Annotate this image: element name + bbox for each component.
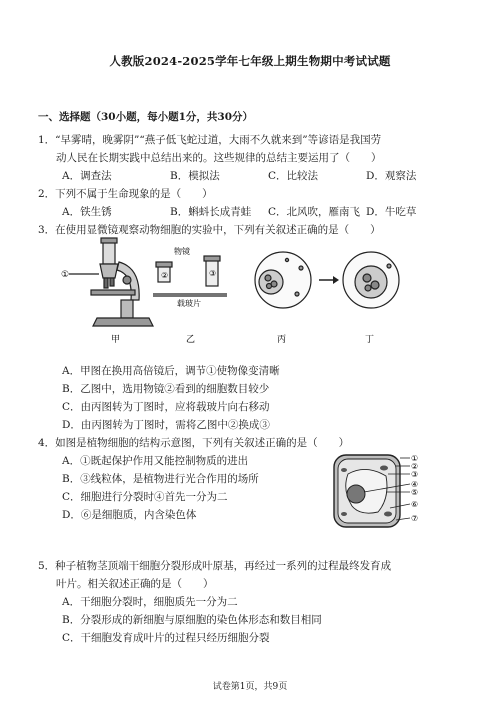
plant-cell-figure	[330, 452, 430, 532]
caption-ding: 丁	[365, 335, 375, 345]
cell-label-6: ⑥	[411, 500, 419, 509]
objective-marker-2: ②	[161, 271, 169, 280]
section-heading: 一、选择题（30小题，每小题1分，共30分）	[38, 111, 254, 123]
page-footer: 试卷第1页，共9页	[212, 682, 288, 692]
field-of-view-c	[255, 252, 311, 308]
q4-option-d: D．⑥是细胞质，内含染色体	[62, 509, 197, 521]
microscope-marker-1: ①	[61, 270, 70, 280]
q4-option-c: C．细胞进行分裂时④首先一分为二	[62, 491, 228, 503]
q4-option-b: B．③线粒体，是植物进行光合作用的场所	[62, 473, 259, 485]
q5-stem-line2: 叶片。相关叙述正确的是（ ）	[56, 578, 214, 590]
q3-option-d: D．由丙图转为丁图时，需将乙图中②换成③	[62, 419, 270, 431]
q1-option-b: B．模拟法	[170, 170, 220, 182]
cell-label-3: ③	[411, 470, 419, 479]
q3-figure	[55, 234, 455, 346]
q3-option-a: A．甲图在换用高倍镜后，调节①使物像变清晰	[62, 365, 280, 377]
cell-label-4: ④	[411, 480, 419, 489]
q2-option-c: C．北风吹，雁南飞	[268, 206, 361, 218]
q1-option-c: C．比较法	[268, 170, 319, 182]
cell-label-7: ⑦	[411, 514, 419, 523]
q2-option-d: D．牛吃草	[366, 206, 417, 218]
q5-option-c: C．干细胞发育成叶片的过程只经历细胞分裂	[62, 632, 270, 644]
label-slide: 载玻片	[177, 299, 201, 308]
exam-title: 人教版2024-2025学年七年级上期生物期中考试试题	[109, 54, 391, 68]
cell-label-1: ①	[411, 454, 419, 463]
q5-option-b: B．分裂形成的新细胞与原细胞的染色体形态和数目相同	[62, 614, 322, 626]
caption-jia: 甲	[111, 335, 121, 345]
q2-stem: 2．下列不属于生命现象的是（ ）	[38, 188, 213, 200]
field-of-view-d	[343, 252, 399, 308]
q2-option-b: B．蝌蚪长成青蛙	[170, 206, 252, 218]
label-objective: 物镜	[174, 247, 190, 256]
q5-stem-line1: 5．种子植物茎顶端干细胞分裂形成叶原基，再经过一系列的过程最终发育成	[38, 560, 392, 572]
q1-stem-line1: 1．“早雾晴，晚雾阴”“燕子低飞蛇过道，大雨不久就来到”等谚语是我国劳	[38, 134, 382, 146]
q1-option-a: A．调查法	[62, 170, 112, 182]
caption-bing: 丙	[277, 335, 287, 345]
q1-option-d: D．观察法	[366, 170, 417, 182]
caption-yi: 乙	[186, 335, 196, 345]
q3-option-b: B．乙图中，选用物镜②看到的细胞数目较少	[62, 383, 270, 395]
q5-option-a: A．干细胞分裂时，细胞质先一分为二	[62, 596, 238, 608]
microscope-figure	[69, 238, 153, 326]
q2-option-a: A．铁生锈	[62, 206, 112, 218]
q3-stem: 3．在使用显微镜观察动物细胞的实验中，下列有关叙述正确的是（ ）	[38, 224, 381, 236]
q3-option-c: C．由丙图转为丁图时，应将载玻片向右移动	[62, 401, 270, 413]
cell-label-5: ⑤	[411, 488, 419, 497]
q4-option-a: A．①既起保护作用又能控制物质的进出	[62, 455, 249, 467]
arrow-head-icon	[333, 276, 339, 284]
objective-marker-3: ③	[209, 269, 217, 278]
q1-stem-line2: 动人民在长期实践中总结出来的。这些规律的总结主要运用了（ ）	[56, 152, 382, 164]
cell-label-2: ②	[411, 462, 419, 471]
q4-stem: 4．如图是植物细胞的结构示意图，下列有关叙述正确的是（ ）	[38, 437, 350, 449]
